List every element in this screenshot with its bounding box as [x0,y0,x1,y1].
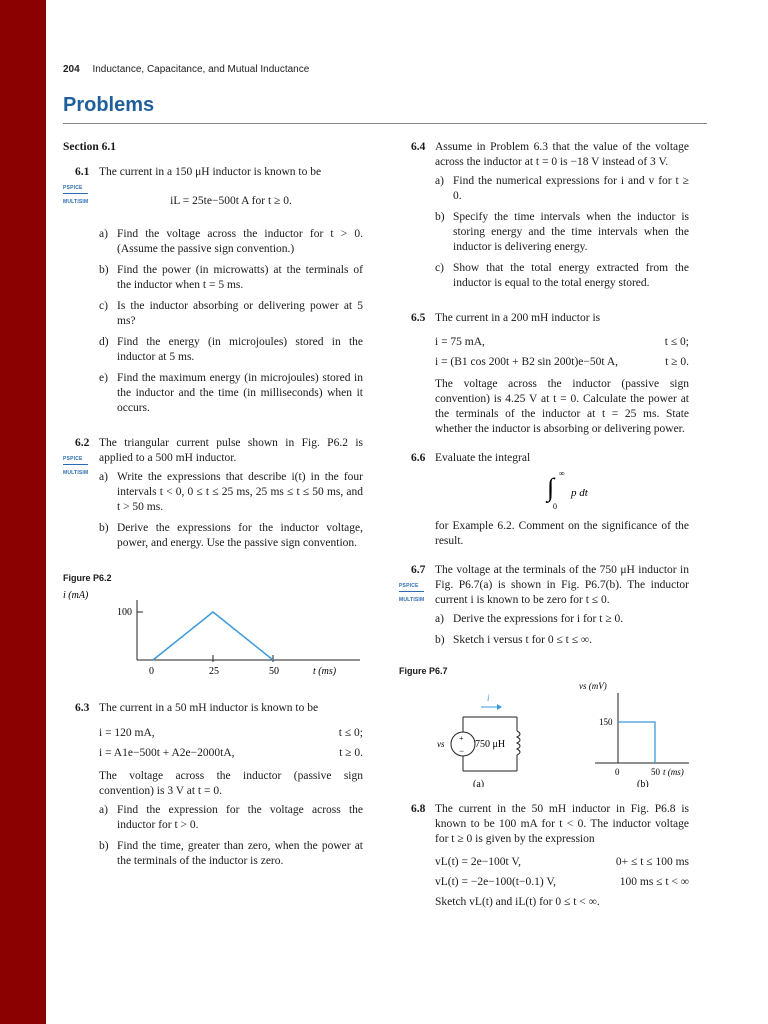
problem-number: 6.6 [411,452,426,464]
part-c: c) Show that the total energy extracted from the inductor is equal to the total energy stored. [435,262,689,289]
part-e: e) Find the maximum energy (in microjoules) stored in the inductor and the time (in milliseconds) when it occurs. [99,372,363,414]
problem-6-4 [399,140,689,291]
x-ticks [149,655,279,676]
source-label: vs [437,739,445,749]
right-column [399,140,689,910]
part-b: b) Derive the expressions for the inductor voltage, power, and energy. Use the passive sign convention. [99,522,363,549]
problem-text: The triangular current pulse shown in Fig. P6.2 is applied to a 500 mH inductor. [99,437,363,464]
part-b: b) Specify the time intervals when the inductor is storing energy and the time intervals when the inductor is delivering energy. [435,211,689,253]
problem-body: The voltage across the inductor (passive sign convention) is 3 V at t = 0. [99,770,363,797]
problem-text: The current in a 150 μH inductor is known to be [99,166,322,178]
problem-number: 6.5 [411,312,426,324]
current-label: i [487,693,490,703]
section-heading: Section 6.1 [63,141,117,153]
problem-number: 6.4 [411,141,426,153]
part-a: a) Find the expression for the voltage across the inductor for t > 0. [99,804,363,831]
figure-p6-7 [399,679,689,787]
inductor-coil [517,731,520,755]
problem-number: 6.7 [411,564,426,576]
source-plus: + [459,734,464,743]
problem-text: The current in a 50 mH inductor is known to be [99,702,319,714]
problem-6-8 [399,802,689,910]
figure-label: Figure P6.7 [399,666,448,676]
y-axis-label: vs (mV) [579,681,607,691]
problem-text: The current in a 200 mH inductor is [435,312,601,324]
page-title: Problems [63,94,155,116]
problem-body: Sketch vL(t) and iL(t) for 0 ≤ t < ∞. [435,896,600,908]
problem-6-7 [399,563,689,648]
part-b: b) Find the time, greater than zero, when the power at the terminals of the inductor is zero. [99,840,363,867]
circuit-diagram [437,693,520,787]
problem-text: Assume in Problem 6.3 that the value of the voltage across the inductor at t = 0 is −18 V instead of 3 V. [435,141,689,168]
x-tick-label: 0 [149,666,154,676]
equation-row-1: i = 75 mA, t ≤ 0; [435,336,689,348]
equation: iL = 25te−500t A for t ≥ 0. [170,195,292,207]
pspice-badge: PSPICE [63,185,83,191]
triangular-pulse-chart [63,586,363,676]
integral-lower-limit: 0 [553,502,557,511]
y-tick-label: 150 [599,717,613,727]
x-tick-label: 25 [209,666,219,676]
equation-row-1: i = 120 mA, t ≤ 0; [99,727,363,739]
x-tick-label: 0 [615,767,620,777]
part-a: a) Find the voltage across the inductor for t > 0. (Assume the passive sign convention.) [99,228,363,255]
multisim-badge: MULTISIM [63,193,88,210]
current-pulse-line [153,612,273,660]
part-a: a) Write the expressions that describe i(t) in the four intervals t < 0, 0 ≤ t ≤ 25 ms, 25 ms ≤ t ≤ 50 ms, and t > 50 ms. [99,471,363,513]
voltage-plot [579,681,689,787]
problem-text: Evaluate the integral [435,452,531,464]
integral-upper-limit: ∞ [559,469,565,478]
inductor-label: 750 μH [475,739,506,750]
y-axis-label: i (mA) [63,590,89,601]
running-title: Inductance, Capacitance, and Mutual Inductance [92,64,310,75]
part-c: c) Is the inductor absorbing or delivering power at 5 ms? [99,300,363,327]
problem-6-1 [63,165,363,416]
part-d: d) Find the energy (in microjoules) stored in the inductor at 5 ms. [99,336,363,363]
source-minus: − [459,746,465,756]
problem-number: 6.3 [75,702,90,714]
problem-6-2 [63,436,363,551]
pspice-badge: PSPICE [399,583,419,589]
pspice-badge: PSPICE [63,456,83,462]
integrand: p dt [571,487,588,499]
voltage-pulse-line [618,722,655,763]
part-a: a) Find the numerical expressions for i and v for t ≥ 0. [435,175,689,202]
problem-number: 6.1 [75,166,90,178]
multisim-badge: MULTISIM [63,464,88,481]
problem-text: The voltage at the terminals of the 750 μH inductor in Fig. P6.7(a) is shown in Fig. P6.7(b). The inductor current i is known to be zero for t ≤ 0. [435,564,689,606]
equation-row-1: vL(t) = 2e−100t V, 0+ ≤ t ≤ 100 ms [435,856,689,868]
page-number: 204 [63,64,80,75]
left-column [63,140,363,875]
multisim-badge: MULTISIM [399,591,424,608]
running-header [63,64,309,75]
subfigure-b-label: (b) [637,779,649,787]
problem-6-3 [63,701,363,869]
problem-number: 6.8 [411,803,426,815]
x-tick-label: 50 [269,666,279,676]
figure-label: Figure P6.2 [63,573,112,583]
y-tick-label: 100 [117,607,132,618]
equation-row-2: i = (B1 cos 200t + B2 sin 200t)e−50t A, t ≥ 0. [435,356,689,368]
problem-number: 6.2 [75,437,90,449]
problem-6-5 [399,311,689,437]
svg-text:∫: ∫ [547,473,555,502]
problem-text: The current in the 50 mH inductor in Fig. P6.8 is known to be 100 mA for t < 0. The inductor voltage for t ≥ 0 is given by the expression [435,803,689,845]
problem-6-6 [399,451,689,549]
part-b: b) Find the power (in microwatts) at the terminals of the inductor when t = 5 ms. [99,264,363,291]
textbook-page [46,0,768,1024]
x-axis-label: t (ms) [313,666,337,676]
book-edge-bar [0,0,46,1024]
part-a: a) Derive the expressions for i for t ≥ 0. [435,613,624,625]
equation-row-2: i = A1e−500t + A2e−2000tA, t ≥ 0. [99,747,363,759]
problem-body: for Example 6.2. Comment on the significance of the result. [435,520,689,547]
x-axis-label: t (ms) [663,767,684,777]
title-rule [63,123,707,124]
integral-expression [435,466,689,514]
part-b: b) Sketch i versus t for 0 ≤ t ≤ ∞. [435,634,592,646]
x-tick-label: 50 [651,767,660,777]
equation-row-2: vL(t) = −2e−100(t−0.1) V, 100 ms ≤ t < ∞ [435,876,689,888]
problem-body: The voltage across the inductor (passive sign convention) is 4.25 V at t = 0. Calculate the power at the terminals of the inductor at t = 25 ms. State whether the inductor is absorbing or delivering power. [435,378,689,435]
subfigure-a-label: (a) [473,779,485,787]
